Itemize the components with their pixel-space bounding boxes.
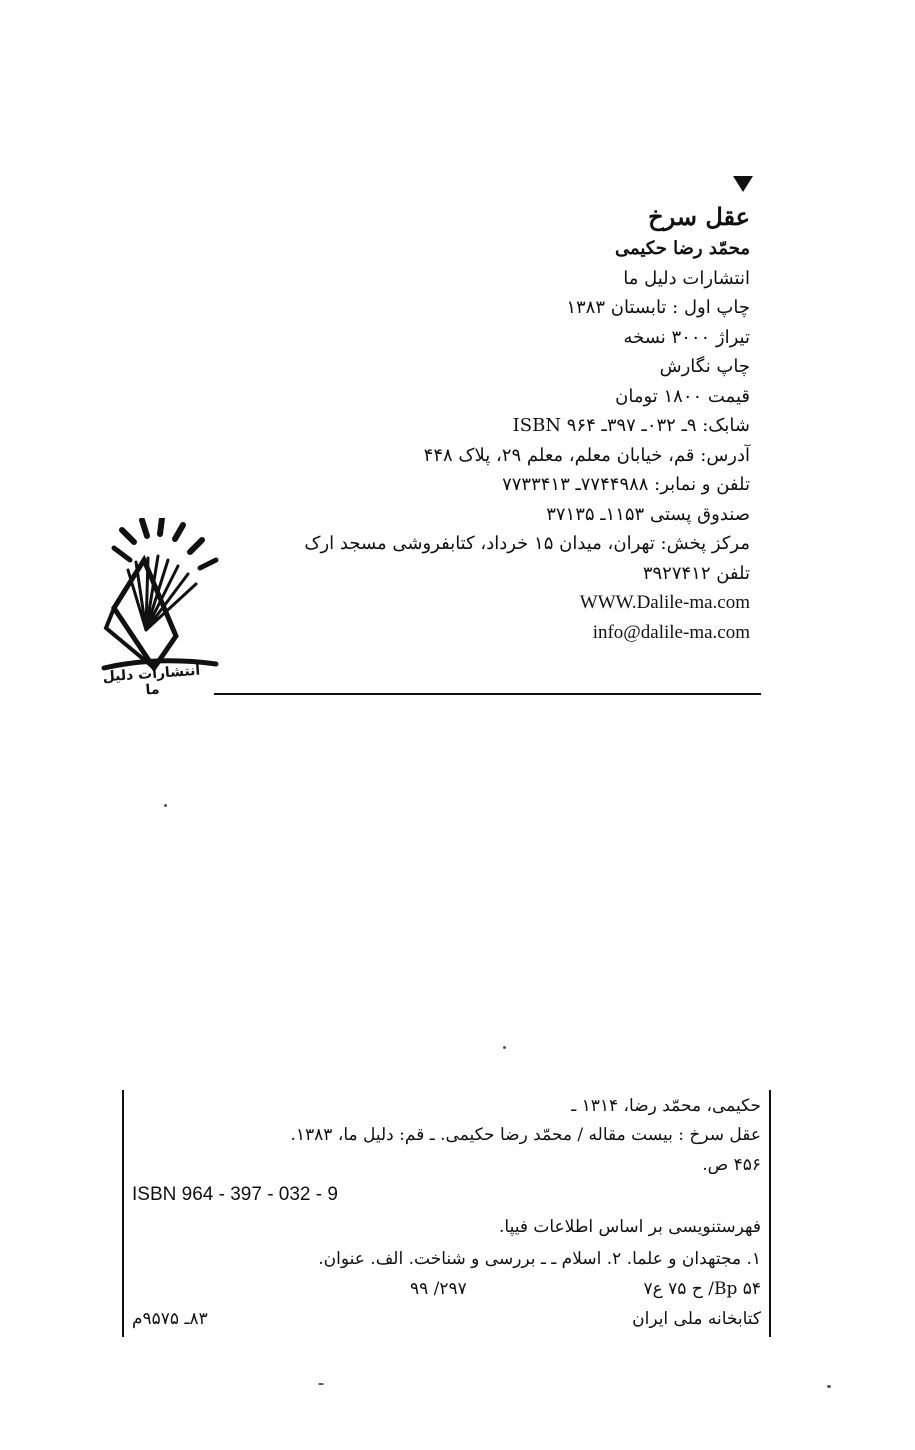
- author-name: محمّد رضا حکیمی: [614, 238, 750, 259]
- printer-line: چاپ نگارش: [659, 356, 750, 377]
- catalog-dewey: ۲۹۷/ ۹۹: [410, 1279, 467, 1299]
- imprint-info: [280, 200, 750, 647]
- cataloging-record: [122, 1090, 771, 1337]
- speck: [503, 1046, 506, 1049]
- publisher-name: انتشارات دلیل ما: [623, 267, 750, 289]
- catalog-subjects: ۱. مجتهدان و علما. ۲. اسلام ـ ـ بررسی و شناخت. الف. عنوان.: [318, 1249, 761, 1269]
- divider-line: [214, 693, 761, 695]
- catalog-number: ۸۳ـ ۹۵۷۵م: [132, 1309, 208, 1329]
- book-title: عقل سرخ: [648, 202, 750, 231]
- phone-fax-line: تلفن و نمابر: ۷۷۴۴۹۸۸ـ ۷۷۳۳۴۱۳: [502, 474, 750, 495]
- catalog-pages: ۴۵۶ ص.: [702, 1155, 761, 1175]
- logo-caption: انتشارات دلیل ما: [102, 662, 201, 699]
- speck: [827, 1385, 831, 1388]
- po-box-line: صندوق پستی ۱۱۵۳ـ ۳۷۱۳۵: [546, 503, 750, 525]
- catalog-classification: Bp ۵۴/ ح ۷۵ ع۷: [643, 1279, 761, 1299]
- catalog-title: عقل سرخ : بیست مقاله / محمّد رضا حکیمی. ـ قم: دلیل ما، ۱۳۸۳.: [290, 1125, 761, 1145]
- price-line: قیمت ۱۸۰۰ تومان: [615, 385, 750, 407]
- website-link[interactable]: WWW.Dalile-ma.com: [579, 592, 750, 613]
- catalog-isbn: ISBN 964 - 397 - 032 - 9: [132, 1184, 338, 1205]
- edition-line: چاپ اول : تابستان ۱۳۸۳: [566, 297, 750, 318]
- catalog-author: حکیمی، محمّد رضا، ۱۳۱۴ ـ: [571, 1096, 761, 1116]
- distribution-phone-line: تلفن ۳۹۲۷۴۱۲: [642, 562, 750, 584]
- catalog-fipa-note: فهرستنویسی بر اساس اطلاعات فیپا.: [498, 1217, 761, 1237]
- catalog-library: کتابخانه ملی ایران: [632, 1309, 761, 1329]
- distribution-line: مرکز پخش: تهران، میدان ۱۵ خرداد، کتابفروشی مسجد ارک: [304, 533, 750, 554]
- triangle-marker-icon: [733, 176, 753, 192]
- isbn-line: شابک: ۹ـ ۰۳۲ـ ۳۹۷ـ ۹۶۴ ISBN: [512, 415, 750, 436]
- address-line: آدرس: قم، خیابان معلم، معلم ۲۹، پلاک ۴۴۸: [423, 444, 750, 466]
- speck: [164, 804, 167, 807]
- speck: [318, 1383, 324, 1385]
- email-link[interactable]: info@dalile-ma.com: [592, 621, 750, 643]
- circulation-line: تیراژ ۳۰۰۰ نسخه: [623, 326, 750, 348]
